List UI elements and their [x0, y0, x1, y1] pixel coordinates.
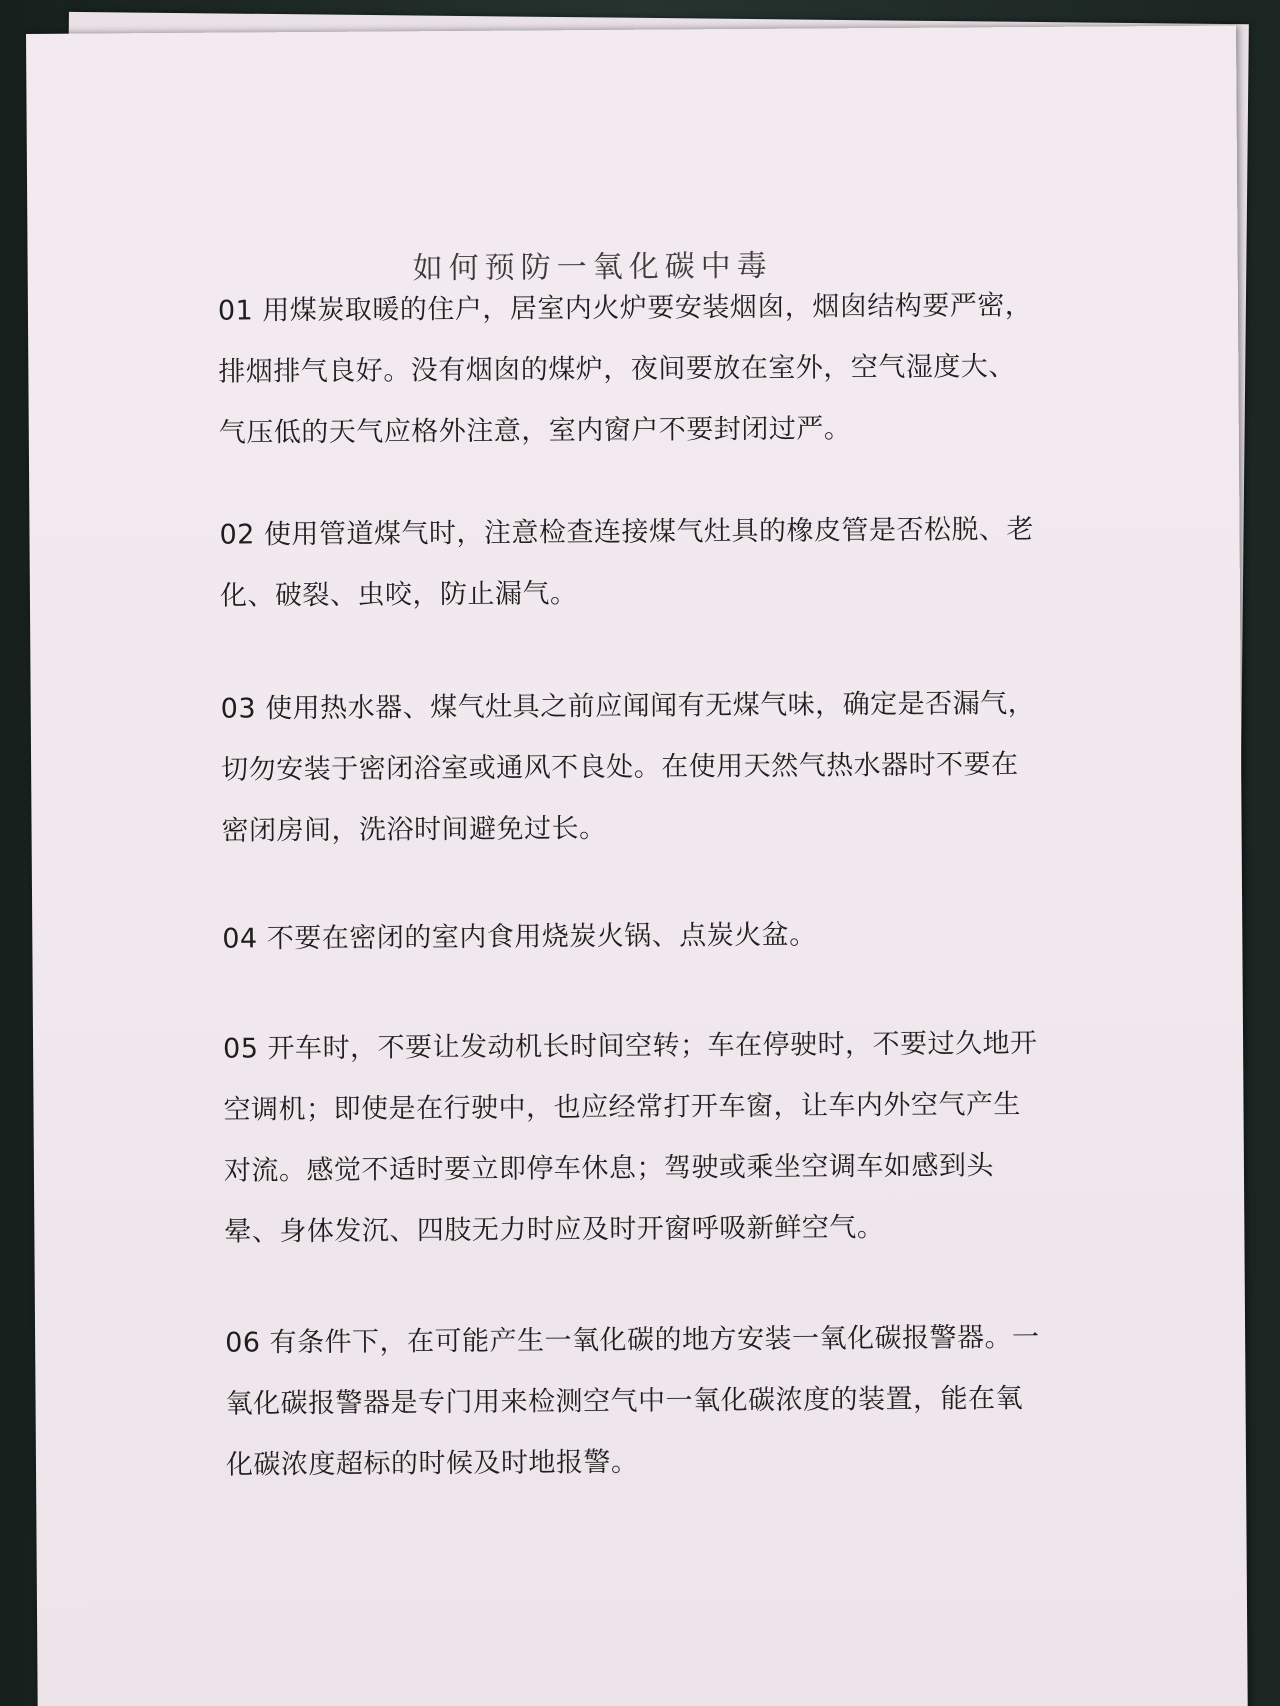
paper-sheet — [26, 26, 1248, 1706]
paragraph-line: 05 开车时，不要让发动机长时间空转；车在停驶时，不要过久地开 — [222, 1027, 1038, 1065]
paragraph-line: 空调机；即使是在行驶中，也应经常打开车窗，让车内外空气产生 — [223, 1089, 1022, 1126]
paragraph-line: 化碳浓度超标的时候及时地报警。 — [225, 1446, 639, 1481]
paragraph-line: 化、破裂、虫咬，防止漏气。 — [219, 578, 578, 612]
paragraph-line: 切勿安装于密闭浴室或通风不良处。在使用天然气热水器时不要在 — [221, 749, 1019, 786]
paragraph-02 — [219, 499, 1080, 627]
paragraph-line: 氧化碳报警器是专门用来检测空气中一氧化碳浓度的装置，能在氧 — [225, 1383, 1024, 1420]
paragraph-line: 02 使用管道煤气时，注意检查连接煤气灶具的橡皮管是否松脱、老 — [219, 513, 1035, 551]
paragraph-line: 气压低的天气应格外注意，室内窗户不要封闭过严。 — [218, 413, 852, 449]
paragraph-line: 对流。感觉不适时要立即停车休息；驾驶或乘坐空调车如感到头 — [223, 1150, 995, 1187]
paragraph-03 — [221, 673, 1082, 862]
paragraph-06 — [225, 1307, 1086, 1496]
paragraph-line: 03 使用热水器、煤气灶具之前应闻闻有无煤气味，确定是否漏气， — [220, 687, 1036, 725]
paragraph-line: 06 有条件下，在可能产生一氧化碳的地方安装一氧化碳报警器。一 — [225, 1321, 1040, 1359]
paragraph-line: 04 不要在密闭的室内食用烧炭火锅、点炭火盆。 — [222, 919, 817, 955]
document-title: 如何预防一氧化碳中毒 — [412, 248, 773, 287]
paragraph-line: 01 用煤炭取暖的住户，居室内火炉要安装烟囱，烟囱结构要严密， — [217, 289, 1033, 327]
paragraph-05 — [223, 1013, 1085, 1263]
paragraph-line: 晕、身体发沉、四肢无力时应及时开窗呼吸新鲜空气。 — [224, 1212, 885, 1248]
paragraph-line: 密闭房间，洗浴时间避免过长。 — [221, 812, 607, 847]
paragraph-line: 排烟排气良好。没有烟囱的煤炉，夜间要放在室外，空气湿度大、 — [218, 351, 1016, 388]
paragraph-04 — [222, 903, 1082, 970]
paragraph-01 — [218, 275, 1079, 464]
